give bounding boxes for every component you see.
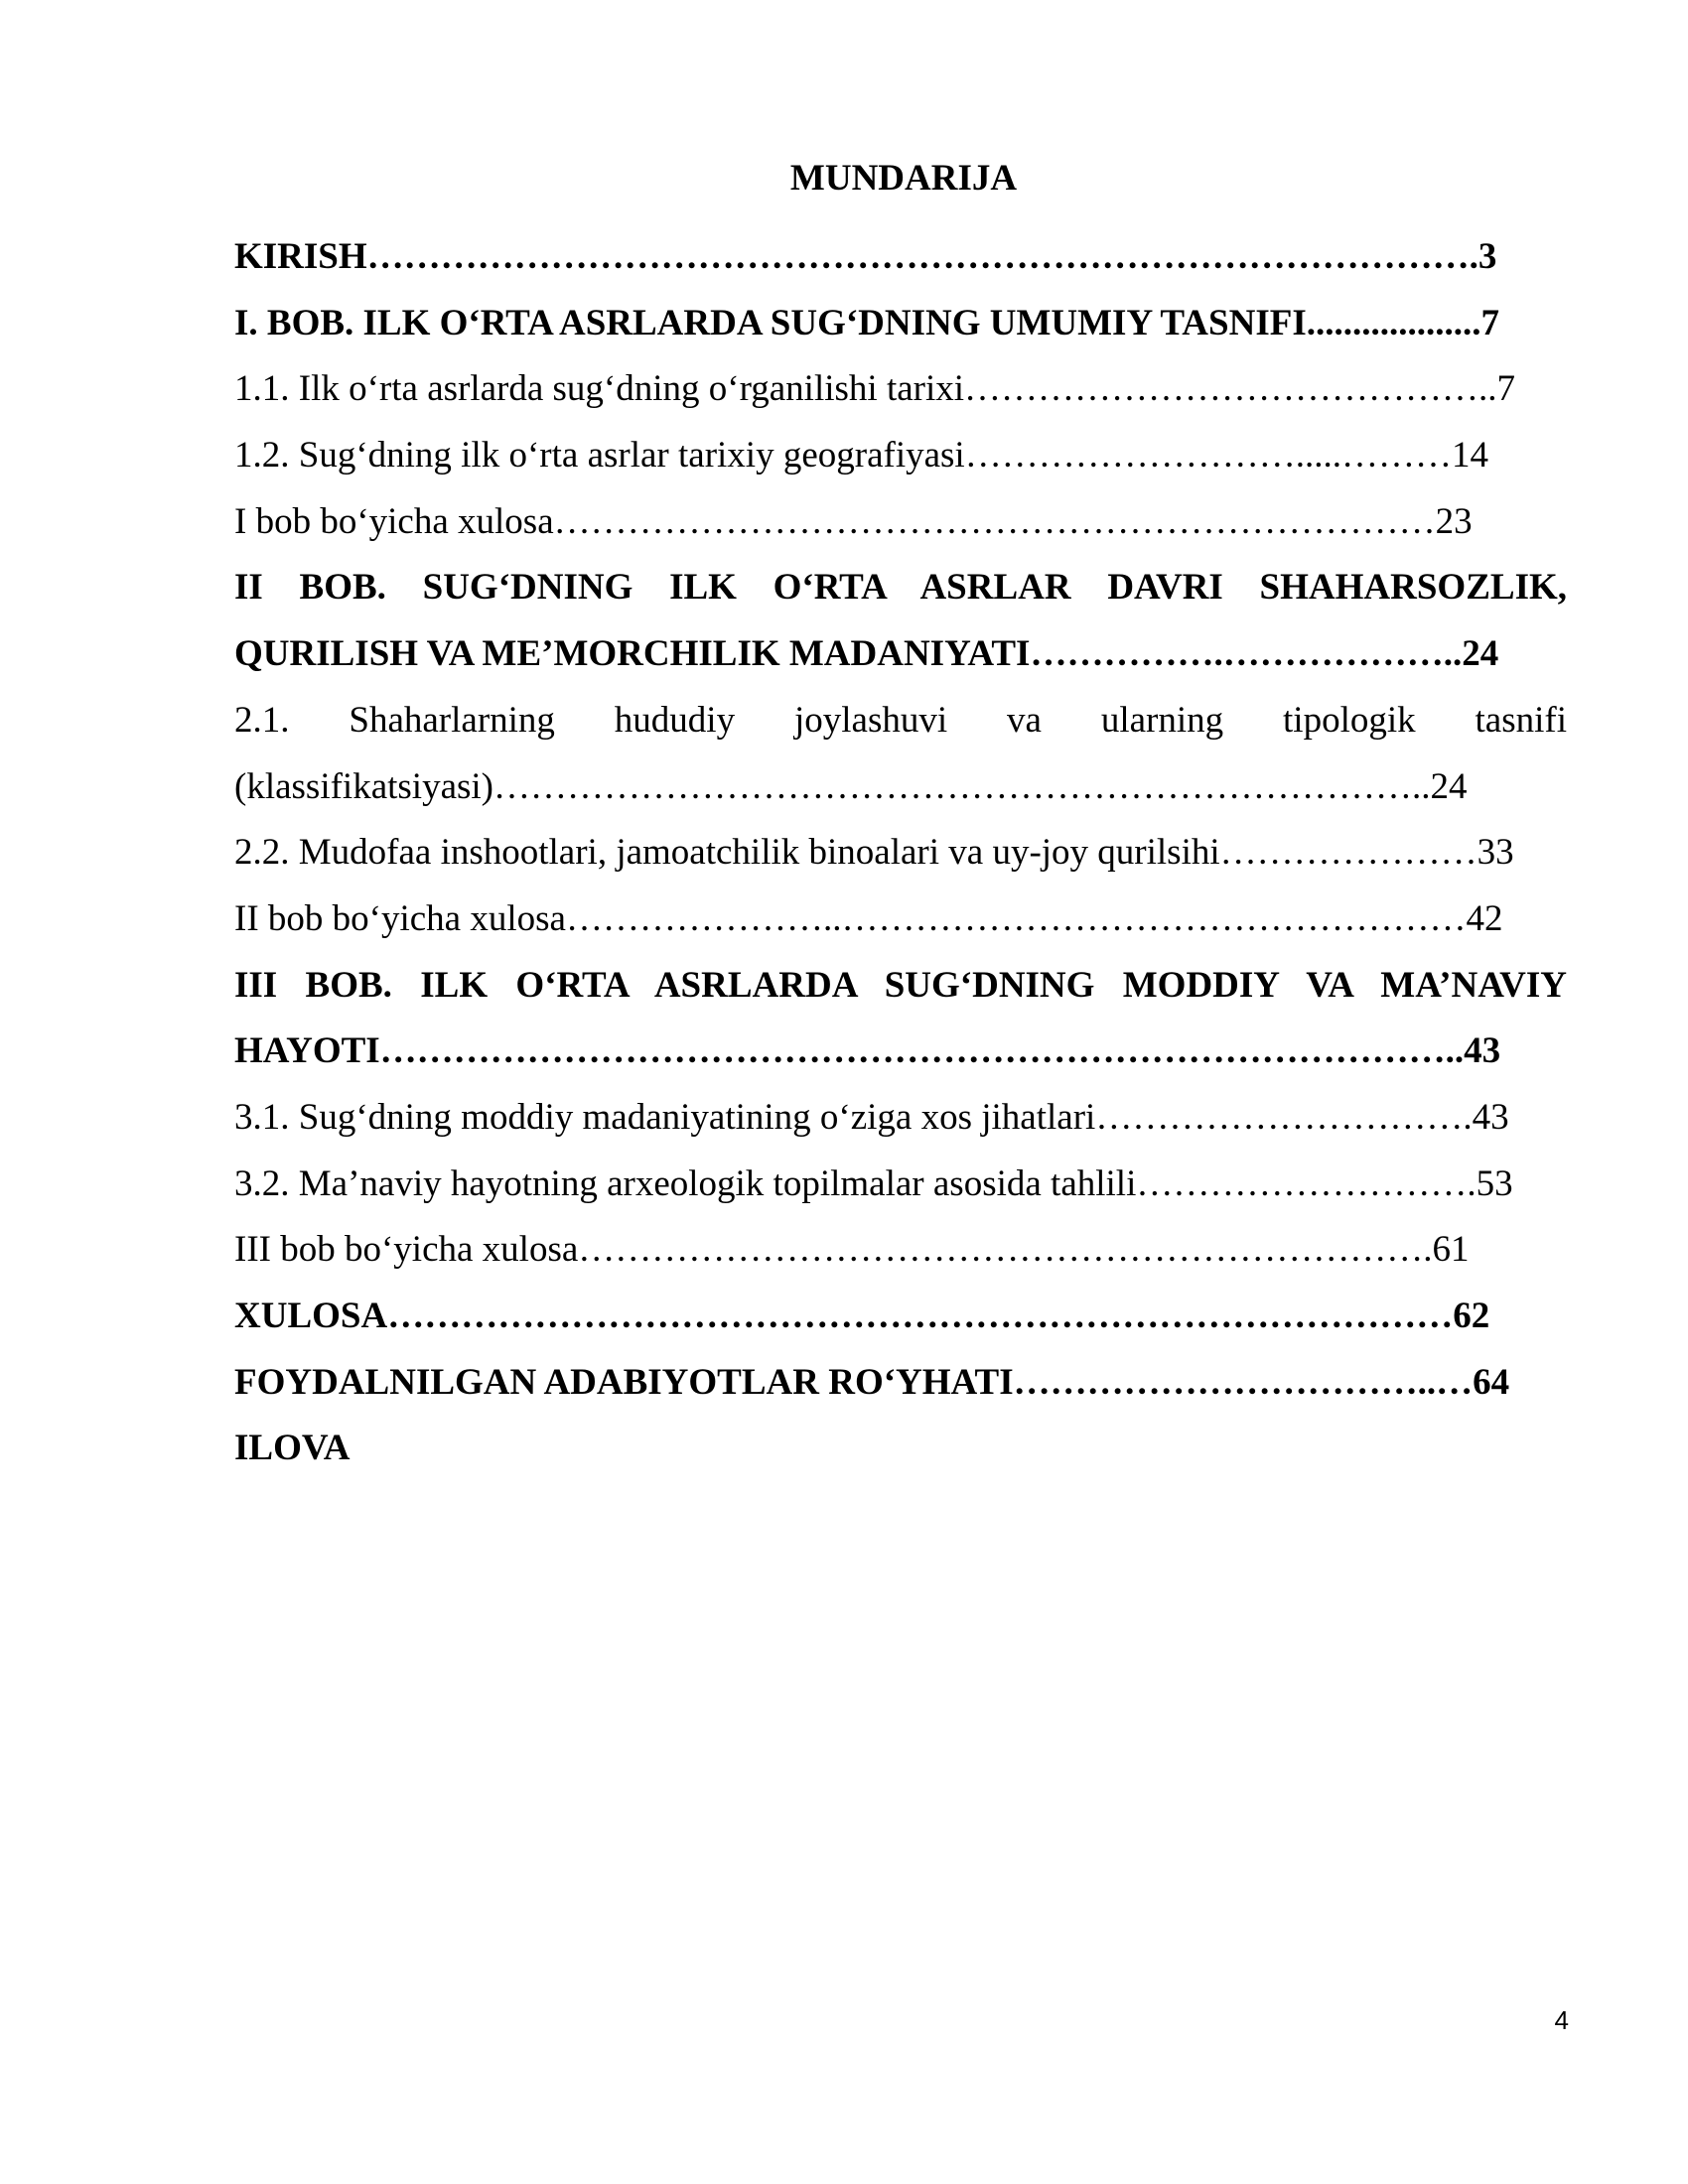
page-number: 4 xyxy=(1554,2005,1569,2035)
toc-entry-chapter-1: I. BOB. ILK O‘RTA ASRLARDA SUG‘DNING UMUMIY TASNIFI...................7 xyxy=(234,302,1499,343)
toc-entry-xulosa: XULOSA……………………………………………………………………………62 xyxy=(234,1296,1490,1336)
toc-entry-section-2-1-line-1: 2.1. Shaharlarning hududiy joylashuvi va ularning tipologik tasnifi xyxy=(234,699,1567,741)
page-title: MUNDARIJA xyxy=(789,158,1018,199)
toc-entry-section-3-1: 3.1. Sug‘dning moddiy madaniyatining o‘ziga xos jihatlari………………………….43 xyxy=(234,1096,1509,1138)
toc-entry-section-1-2: 1.2. Sug‘dning ilk o‘rta asrlar tarixiy geografiyasi……………………….....………14 xyxy=(234,435,1488,477)
toc-entry-section-2-2: 2.2. Mudofaa inshootlari, jamoatchilik binoalari va uy-joy qurilsihi…………………33 xyxy=(234,832,1514,874)
toc-entry-chapter-1-summary: I bob bo‘yicha xulosa………………………………………………………………23 xyxy=(234,500,1473,542)
toc-entry-bibliography: FOYDALNILGAN ADABIYOTLAR RO‘YHATI……………………………..…64 xyxy=(234,1361,1510,1403)
toc-entry-chapter-2-summary: II bob bo‘yicha xulosa…………………..……………………………………………42 xyxy=(234,897,1503,939)
toc-entry-chapter-3-line-2: HAYOTI……………………………………………………………………………..43 xyxy=(234,1030,1501,1072)
toc-entry-chapter-3-summary: III bob bo‘yicha xulosa…………………………………………………………….61 xyxy=(234,1229,1470,1271)
toc-entry-section-1-1: 1.1. Ilk o‘rta asrlarda sug‘dning o‘rganilishi tarixi……………………………………..7 xyxy=(234,368,1516,410)
table-of-contents xyxy=(234,224,1567,1482)
toc-entry-appendix: ILOVA xyxy=(234,1428,351,1469)
toc-entry-chapter-2-line-2: QURILISH VA ME’MORCHILIK MADANIYATI…………….………………..24 xyxy=(234,633,1499,675)
toc-entry-chapter-2-line-1: II BOB. SUG‘DNING ILK O‘RTA ASRLAR DAVRI SHAHARSOZLIK, xyxy=(234,567,1567,609)
toc-entry-section-2-1-line-2: (klassifikatsiyasi)…………………………………………………………………..24 xyxy=(234,765,1468,807)
toc-entry-section-3-2: 3.2. Ma’naviy hayotning arxeologik topilmalar asosida tahlili……………………….53 xyxy=(234,1162,1513,1204)
toc-entry-kirish: KIRISH……………………………………………………………………………….3 xyxy=(234,236,1497,277)
toc-entry-chapter-3-line-1: III BOB. ILK O‘RTA ASRLARDA SUG‘DNING MODDIY VA MA’NAVIY xyxy=(234,964,1567,1006)
